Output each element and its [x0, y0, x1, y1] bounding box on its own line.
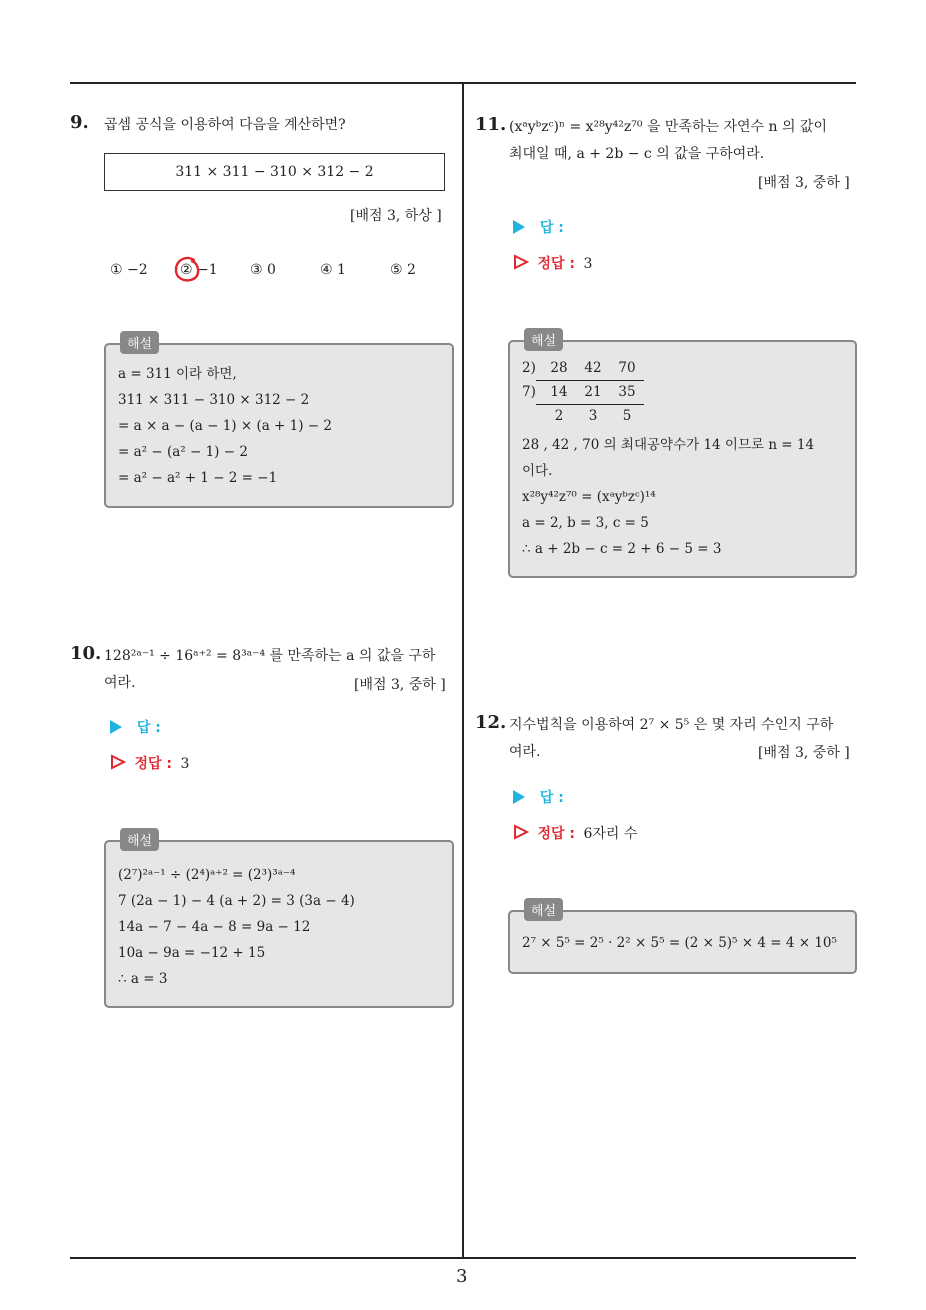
solution-line: ∴ a + 2b − c = 2 + 6 − 5 = 3: [522, 541, 722, 557]
solution-line: 28 , 42 , 70 의 최대공약수가 14 이므로 n = 14: [522, 437, 815, 453]
expression-box: 311 × 311 − 310 × 312 − 2: [104, 153, 445, 191]
question-text-line1: 128²ᵃ⁻¹ ÷ 16ᵃ⁺² = 8³ᵃ⁻⁴ 를 만족하는 a 의 값을 구하: [104, 648, 436, 664]
division-number: 3: [588, 408, 598, 424]
question-number: 11.: [475, 114, 507, 135]
answer-label: 답 :: [539, 220, 564, 236]
page-number: 3: [456, 1266, 468, 1287]
question-text-line1: (xᵃyᵇzᶜ)ⁿ = x²⁸y⁴²z⁷⁰ 을 만족하는 자연수 n 의 값이: [509, 119, 827, 135]
correct-answer-row: [513, 823, 637, 843]
question-9: [70, 112, 455, 133]
solution-line: 2⁷ × 5⁵ = 2⁵ · 2² × 5⁵ = (2 × 5)⁵ × 4 = 4 × 10⁵: [522, 935, 837, 951]
correct-value: 3: [180, 756, 190, 772]
outline-arrow-icon: [513, 824, 529, 840]
answer-label: 답 :: [136, 720, 161, 736]
division-number: 70: [618, 360, 636, 376]
solution-tab: 해설: [524, 328, 563, 351]
solution-line: 이다.: [522, 463, 553, 479]
solution-box-q9: [104, 343, 454, 508]
division-number: 28: [550, 360, 568, 376]
question-number: 10.: [70, 643, 102, 664]
solution-line: x²⁸y⁴²z⁷⁰ = (xᵃyᵇzᶜ)¹⁴: [522, 489, 656, 505]
division-number: 2: [554, 408, 564, 424]
choice-3[interactable]: ③ 0: [250, 262, 276, 278]
score-label: [배점 3, 하상 ]: [350, 208, 442, 224]
choice-1[interactable]: ① −2: [110, 262, 148, 278]
division-number: 21: [584, 384, 602, 400]
answer-row: [513, 787, 564, 807]
solution-line: = a² − a² + 1 − 2 = −1: [118, 470, 278, 486]
solution-line: a = 2, b = 3, c = 5: [522, 515, 649, 531]
solution-line: (2⁷)²ᵃ⁻¹ ÷ (2⁴)ᵃ⁺² = (2³)³ᵃ⁻⁴: [118, 867, 296, 883]
division-number: 42: [584, 360, 602, 376]
choice-5[interactable]: ⑤ 2: [390, 262, 416, 278]
question-11: [475, 114, 860, 162]
answer-label: 답 :: [539, 790, 564, 806]
correct-answer-row: [110, 753, 189, 773]
column-divider: [462, 82, 464, 1258]
correct-label: 정답 :: [134, 756, 172, 772]
division-number: 14: [550, 384, 568, 400]
division-number: 35: [618, 384, 636, 400]
question-number: 9.: [70, 112, 89, 133]
score-label: [배점 3, 중하 ]: [354, 677, 446, 693]
division-number: 5: [622, 408, 632, 424]
question-number: 12.: [475, 712, 507, 733]
solution-line: = a × a − (a − 1) × (a + 1) − 2: [118, 418, 332, 434]
question-text-line2: 여라.: [509, 744, 541, 760]
divisor: 2): [522, 360, 536, 376]
play-arrow-icon: [513, 220, 525, 234]
choice-2[interactable]: ② −1: [180, 262, 218, 278]
solution-box-q10: [104, 840, 454, 1008]
correct-label: 정답 :: [537, 826, 575, 842]
question-text-line1: 지수법칙을 이용하여 2⁷ × 5⁵ 은 몇 자리 수인지 구하: [509, 717, 834, 733]
answer-row: [513, 217, 564, 237]
question-text-line2: 최대일 때, a + 2b − c 의 값을 구하여라.: [509, 146, 765, 162]
solution-box-q11: [508, 340, 857, 578]
correct-answer-row: [513, 253, 592, 273]
division-table: [522, 360, 644, 432]
outline-arrow-icon: [110, 754, 126, 770]
solution-tab: 해설: [120, 828, 159, 851]
score-label: [배점 3, 중하 ]: [758, 175, 850, 191]
answer-row: [110, 717, 161, 737]
solution-line: 10a − 9a = −12 + 15: [118, 945, 266, 961]
solution-line: 14a − 7 − 4a − 8 = 9a − 12: [118, 919, 311, 935]
answer-mark-circle-icon: [172, 254, 202, 286]
divisor: 7): [522, 384, 536, 400]
correct-value: 6자리 수: [583, 826, 638, 842]
play-arrow-icon: [110, 720, 122, 734]
solution-tab: 해설: [120, 331, 159, 354]
solution-tab: 해설: [524, 898, 563, 921]
solution-line: a = 311 이라 하면,: [118, 366, 237, 382]
question-text-line2: 여라.: [104, 675, 136, 691]
correct-value: 3: [583, 256, 593, 272]
solution-line: = a² − (a² − 1) − 2: [118, 444, 248, 460]
outline-arrow-icon: [513, 254, 529, 270]
solution-line: 311 × 311 − 310 × 312 − 2: [118, 392, 310, 408]
choice-4[interactable]: ④ 1: [320, 262, 346, 278]
solution-line: 7 (2a − 1) − 4 (a + 2) = 3 (3a − 4): [118, 893, 355, 909]
choices: [110, 262, 455, 284]
score-label: [배점 3, 중하 ]: [758, 745, 850, 761]
correct-label: 정답 :: [537, 256, 575, 272]
play-arrow-icon: [513, 790, 525, 804]
question-text: 곱셈 공식을 이용하여 다음을 계산하면?: [104, 117, 346, 133]
solution-line: ∴ a = 3: [118, 971, 168, 987]
